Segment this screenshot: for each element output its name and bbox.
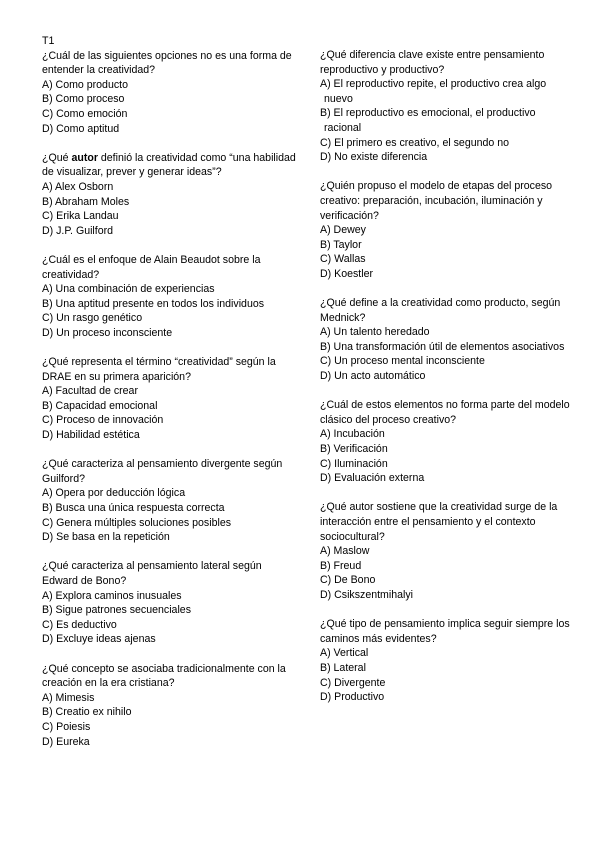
option-d: D) Koestler bbox=[320, 267, 373, 280]
option-c: C) El primero es creativo, el segundo no bbox=[320, 136, 510, 149]
option-b: B) Abraham Moles bbox=[42, 195, 130, 208]
option-b: B) Taylor bbox=[320, 238, 362, 251]
option-d: D) Como aptitud bbox=[42, 122, 120, 135]
option-d: D) Eureka bbox=[42, 735, 90, 748]
question-text: ¿Quién propuso el modelo de etapas del proceso creativo: preparación, incubación, iluminación y verificación? bbox=[320, 180, 553, 222]
left-column bbox=[42, 34, 297, 764]
option-c: C) Un proceso mental inconsciente bbox=[320, 355, 485, 368]
option-c: C) Es deductivo bbox=[42, 618, 117, 631]
option-b: B) Lateral bbox=[320, 661, 366, 674]
options-list bbox=[42, 180, 297, 238]
question-11 bbox=[320, 398, 570, 486]
option-a: A) Explora caminos inusuales bbox=[42, 589, 182, 602]
question-text: ¿Cuál de estos elementos no forma parte del modelo clásico del proceso creativo? bbox=[320, 399, 570, 426]
question-10 bbox=[320, 296, 570, 384]
options-list bbox=[42, 78, 297, 136]
question-text: ¿Qué define a la creatividad como producto, según Mednick? bbox=[320, 297, 561, 324]
option-b: B) Verificación bbox=[320, 443, 388, 456]
option-a: A) Opera por deducción lógica bbox=[42, 487, 186, 500]
question-text: ¿Qué tipo de pensamiento implica seguir siempre los caminos más evidentes? bbox=[320, 618, 570, 645]
option-d: D) Un acto automático bbox=[320, 370, 426, 383]
question-text-bold: autor bbox=[71, 151, 98, 164]
option-a: A) Vertical bbox=[320, 647, 369, 660]
option-c: C) Wallas bbox=[320, 253, 366, 266]
option-b: B) Freud bbox=[320, 559, 362, 572]
option-c: C) Iluminación bbox=[320, 457, 388, 470]
option-a: A) Alex Osborn bbox=[42, 180, 114, 193]
options-list bbox=[42, 589, 297, 647]
question-8 bbox=[320, 48, 570, 165]
option-c: C) Genera múltiples soluciones posibles bbox=[42, 516, 232, 529]
options-list bbox=[42, 691, 297, 749]
option-b: B) Una aptitud presente en todos los individuos bbox=[42, 297, 265, 310]
question-text: ¿Qué autor sostiene que la creatividad surge de la interacción entre el pensamiento y el contexto sociocultural? bbox=[320, 501, 558, 543]
options-list bbox=[320, 325, 570, 383]
options-list bbox=[320, 77, 570, 165]
option-b: B) El reproductivo es emocional, el productivo racional bbox=[320, 107, 536, 134]
question-4 bbox=[42, 355, 297, 443]
option-c: C) Como emoción bbox=[42, 107, 128, 120]
question-3 bbox=[42, 253, 297, 341]
option-a: A) Dewey bbox=[320, 224, 366, 237]
option-a: A) Maslow bbox=[320, 545, 370, 558]
question-6 bbox=[42, 559, 297, 647]
option-d: D) Se basa en la repetición bbox=[42, 531, 170, 544]
question-1 bbox=[42, 49, 297, 137]
question-text: ¿Cuál de las siguientes opciones no es una forma de entender la creatividad? bbox=[42, 49, 292, 77]
option-b: B) Capacidad emocional bbox=[42, 399, 158, 412]
option-c: C) De Bono bbox=[320, 574, 376, 587]
question-7 bbox=[42, 662, 297, 750]
question-text bbox=[42, 151, 297, 180]
option-d: D) Un proceso inconsciente bbox=[42, 326, 173, 339]
question-13 bbox=[320, 617, 570, 705]
option-c: C) Erika Landau bbox=[42, 210, 119, 223]
option-c: C) Poiesis bbox=[42, 720, 91, 733]
question-12 bbox=[320, 500, 570, 602]
option-d: D) Evaluación externa bbox=[320, 472, 425, 485]
options-list bbox=[320, 427, 570, 485]
option-d: D) J.P. Guilford bbox=[42, 224, 114, 237]
option-a: A) Mimesis bbox=[42, 691, 95, 704]
question-2 bbox=[42, 151, 297, 239]
option-d: D) Csikszentmihalyi bbox=[320, 588, 414, 601]
question-text-end: definió la creatividad como “una habilidad de visualizar, prever y generar ideas”? bbox=[42, 151, 296, 179]
option-b: B) Creatio ex nihilo bbox=[42, 706, 132, 719]
question-text: ¿Qué concepto se asociaba tradicionalmente con la creación en la era cristiana? bbox=[42, 662, 286, 690]
options-list bbox=[320, 646, 570, 704]
right-column bbox=[320, 34, 570, 719]
option-a: A) Un talento heredado bbox=[320, 326, 430, 339]
option-d: D) No existe diferencia bbox=[320, 151, 428, 164]
question-5 bbox=[42, 457, 297, 545]
option-b: B) Como proceso bbox=[42, 93, 125, 106]
option-b: B) Sigue patrones secuenciales bbox=[42, 604, 191, 617]
options-list bbox=[320, 544, 570, 602]
option-d: D) Productivo bbox=[320, 691, 385, 704]
options-list bbox=[42, 282, 297, 340]
option-b: B) Una transformación útil de elementos asociativos bbox=[320, 340, 565, 353]
question-text: ¿Qué caracteriza al pensamiento divergente según Guilford? bbox=[42, 458, 283, 485]
question-text: ¿Qué representa el término “creatividad” según la DRAE en su primera aparición? bbox=[42, 356, 276, 383]
option-d: D) Excluye ideas ajenas bbox=[42, 633, 156, 646]
question-text: ¿Qué caracteriza al pensamiento lateral según Edward de Bono? bbox=[42, 560, 262, 587]
option-a: A) Incubación bbox=[320, 428, 385, 441]
question-text: ¿Cuál es el enfoque de Alain Beaudot sobre la creatividad? bbox=[42, 253, 261, 281]
option-c: C) Divergente bbox=[320, 676, 386, 689]
option-c: C) Un rasgo genético bbox=[42, 312, 143, 325]
options-list bbox=[320, 223, 570, 281]
option-d: D) Habilidad estética bbox=[42, 429, 140, 442]
options-list bbox=[42, 384, 297, 442]
question-9 bbox=[320, 179, 570, 281]
option-a: A) El reproductivo repite, el productivo crea algo nuevo bbox=[320, 78, 547, 105]
question-text: ¿Qué diferencia clave existe entre pensamiento reproductivo y productivo? bbox=[320, 49, 545, 76]
option-a: A) Facultad de crear bbox=[42, 385, 138, 398]
document-title: T1 bbox=[42, 35, 55, 47]
question-text-start: ¿Qué bbox=[42, 151, 72, 164]
option-a: A) Como producto bbox=[42, 78, 128, 91]
option-a: A) Una combinación de experiencias bbox=[42, 283, 215, 296]
option-c: C) Proceso de innovación bbox=[42, 414, 164, 427]
options-list bbox=[42, 486, 297, 544]
option-b: B) Busca una única respuesta correcta bbox=[42, 502, 225, 514]
